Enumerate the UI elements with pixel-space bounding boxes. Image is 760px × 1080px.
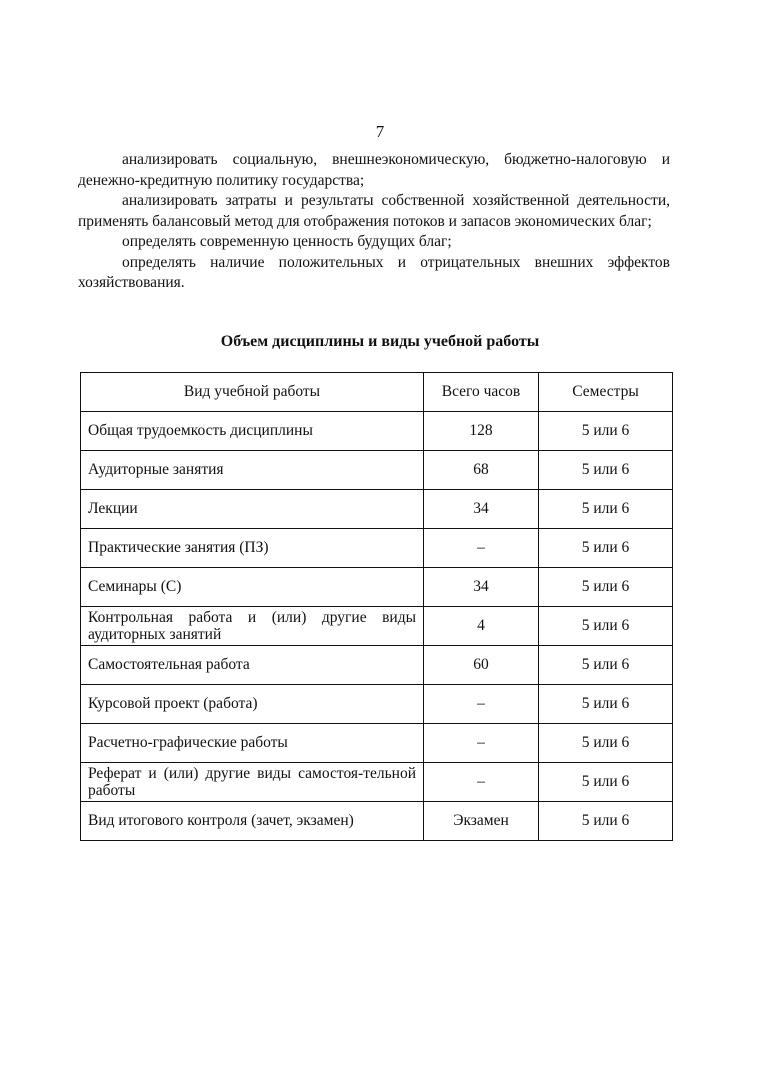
table-row <box>81 529 673 568</box>
row-work-type: Контрольная работа и (или) другие виды аудиторных занятий <box>81 607 424 646</box>
row-work-type: Общая трудоемкость дисциплины <box>81 412 424 451</box>
row-work-type: Курсовой проект (работа) <box>81 685 424 724</box>
skill-paragraph: анализировать социальную, внешнеэкономическую, бюджетно-налоговую и денежно-кредитную политику государства; <box>78 151 670 189</box>
row-hours: 4 <box>424 607 539 646</box>
header-semesters: Семестры <box>539 373 673 412</box>
study-hours-table <box>80 372 673 841</box>
row-hours: Экзамен <box>424 802 539 841</box>
row-work-type: Практические занятия (ПЗ) <box>81 529 424 568</box>
row-work-type: Самостоятельная работа <box>81 646 424 685</box>
row-work-type: Вид итогового контроля (зачет, экзамен) <box>81 802 424 841</box>
row-semesters: 5 или 6 <box>539 763 673 802</box>
row-semesters: 5 или 6 <box>539 529 673 568</box>
row-hours: – <box>424 529 539 568</box>
row-semesters: 5 или 6 <box>539 451 673 490</box>
row-semesters: 5 или 6 <box>539 646 673 685</box>
page-number: 7 <box>375 122 385 141</box>
table-row <box>81 490 673 529</box>
row-hours: – <box>424 763 539 802</box>
row-hours: 34 <box>424 568 539 607</box>
row-work-type: Расчетно-графические работы <box>81 724 424 763</box>
row-semesters: 5 или 6 <box>539 568 673 607</box>
row-work-type: Реферат и (или) другие виды самостоя-тельной работы <box>81 763 424 802</box>
table-header-row <box>81 373 673 412</box>
skill-paragraph: определять современную ценность будущих благ; <box>122 233 452 250</box>
table-row <box>81 568 673 607</box>
row-semesters: 5 или 6 <box>539 607 673 646</box>
header-work-type: Вид учебной работы <box>81 373 424 412</box>
row-semesters: 5 или 6 <box>539 685 673 724</box>
row-work-type: Лекции <box>81 490 424 529</box>
section-title: Объем дисциплины и виды учебной работы <box>220 333 540 350</box>
table-row <box>81 685 673 724</box>
row-semesters: 5 или 6 <box>539 490 673 529</box>
table-row <box>81 724 673 763</box>
table-row <box>81 607 673 646</box>
row-hours: 68 <box>424 451 539 490</box>
row-hours: – <box>424 685 539 724</box>
row-hours: – <box>424 724 539 763</box>
table-row <box>81 412 673 451</box>
row-work-type: Аудиторные занятия <box>81 451 424 490</box>
table-row <box>81 451 673 490</box>
row-semesters: 5 или 6 <box>539 412 673 451</box>
table-row <box>81 802 673 841</box>
row-hours: 60 <box>424 646 539 685</box>
table-row <box>81 646 673 685</box>
header-total-hours: Всего часов <box>424 373 539 412</box>
table-row <box>81 763 673 802</box>
skills-list <box>78 150 670 294</box>
skill-paragraph: анализировать затраты и результаты собственной хозяйственной деятельности, применять балансовый метод для отображения потоков и запасов экономических благ; <box>78 192 670 230</box>
skill-paragraph: определять наличие положительных и отрицательных внешних эффектов хозяйствования. <box>78 253 670 291</box>
row-semesters: 5 или 6 <box>539 724 673 763</box>
row-work-type: Семинары (С) <box>81 568 424 607</box>
row-semesters: 5 или 6 <box>539 802 673 841</box>
row-hours: 128 <box>424 412 539 451</box>
row-hours: 34 <box>424 490 539 529</box>
